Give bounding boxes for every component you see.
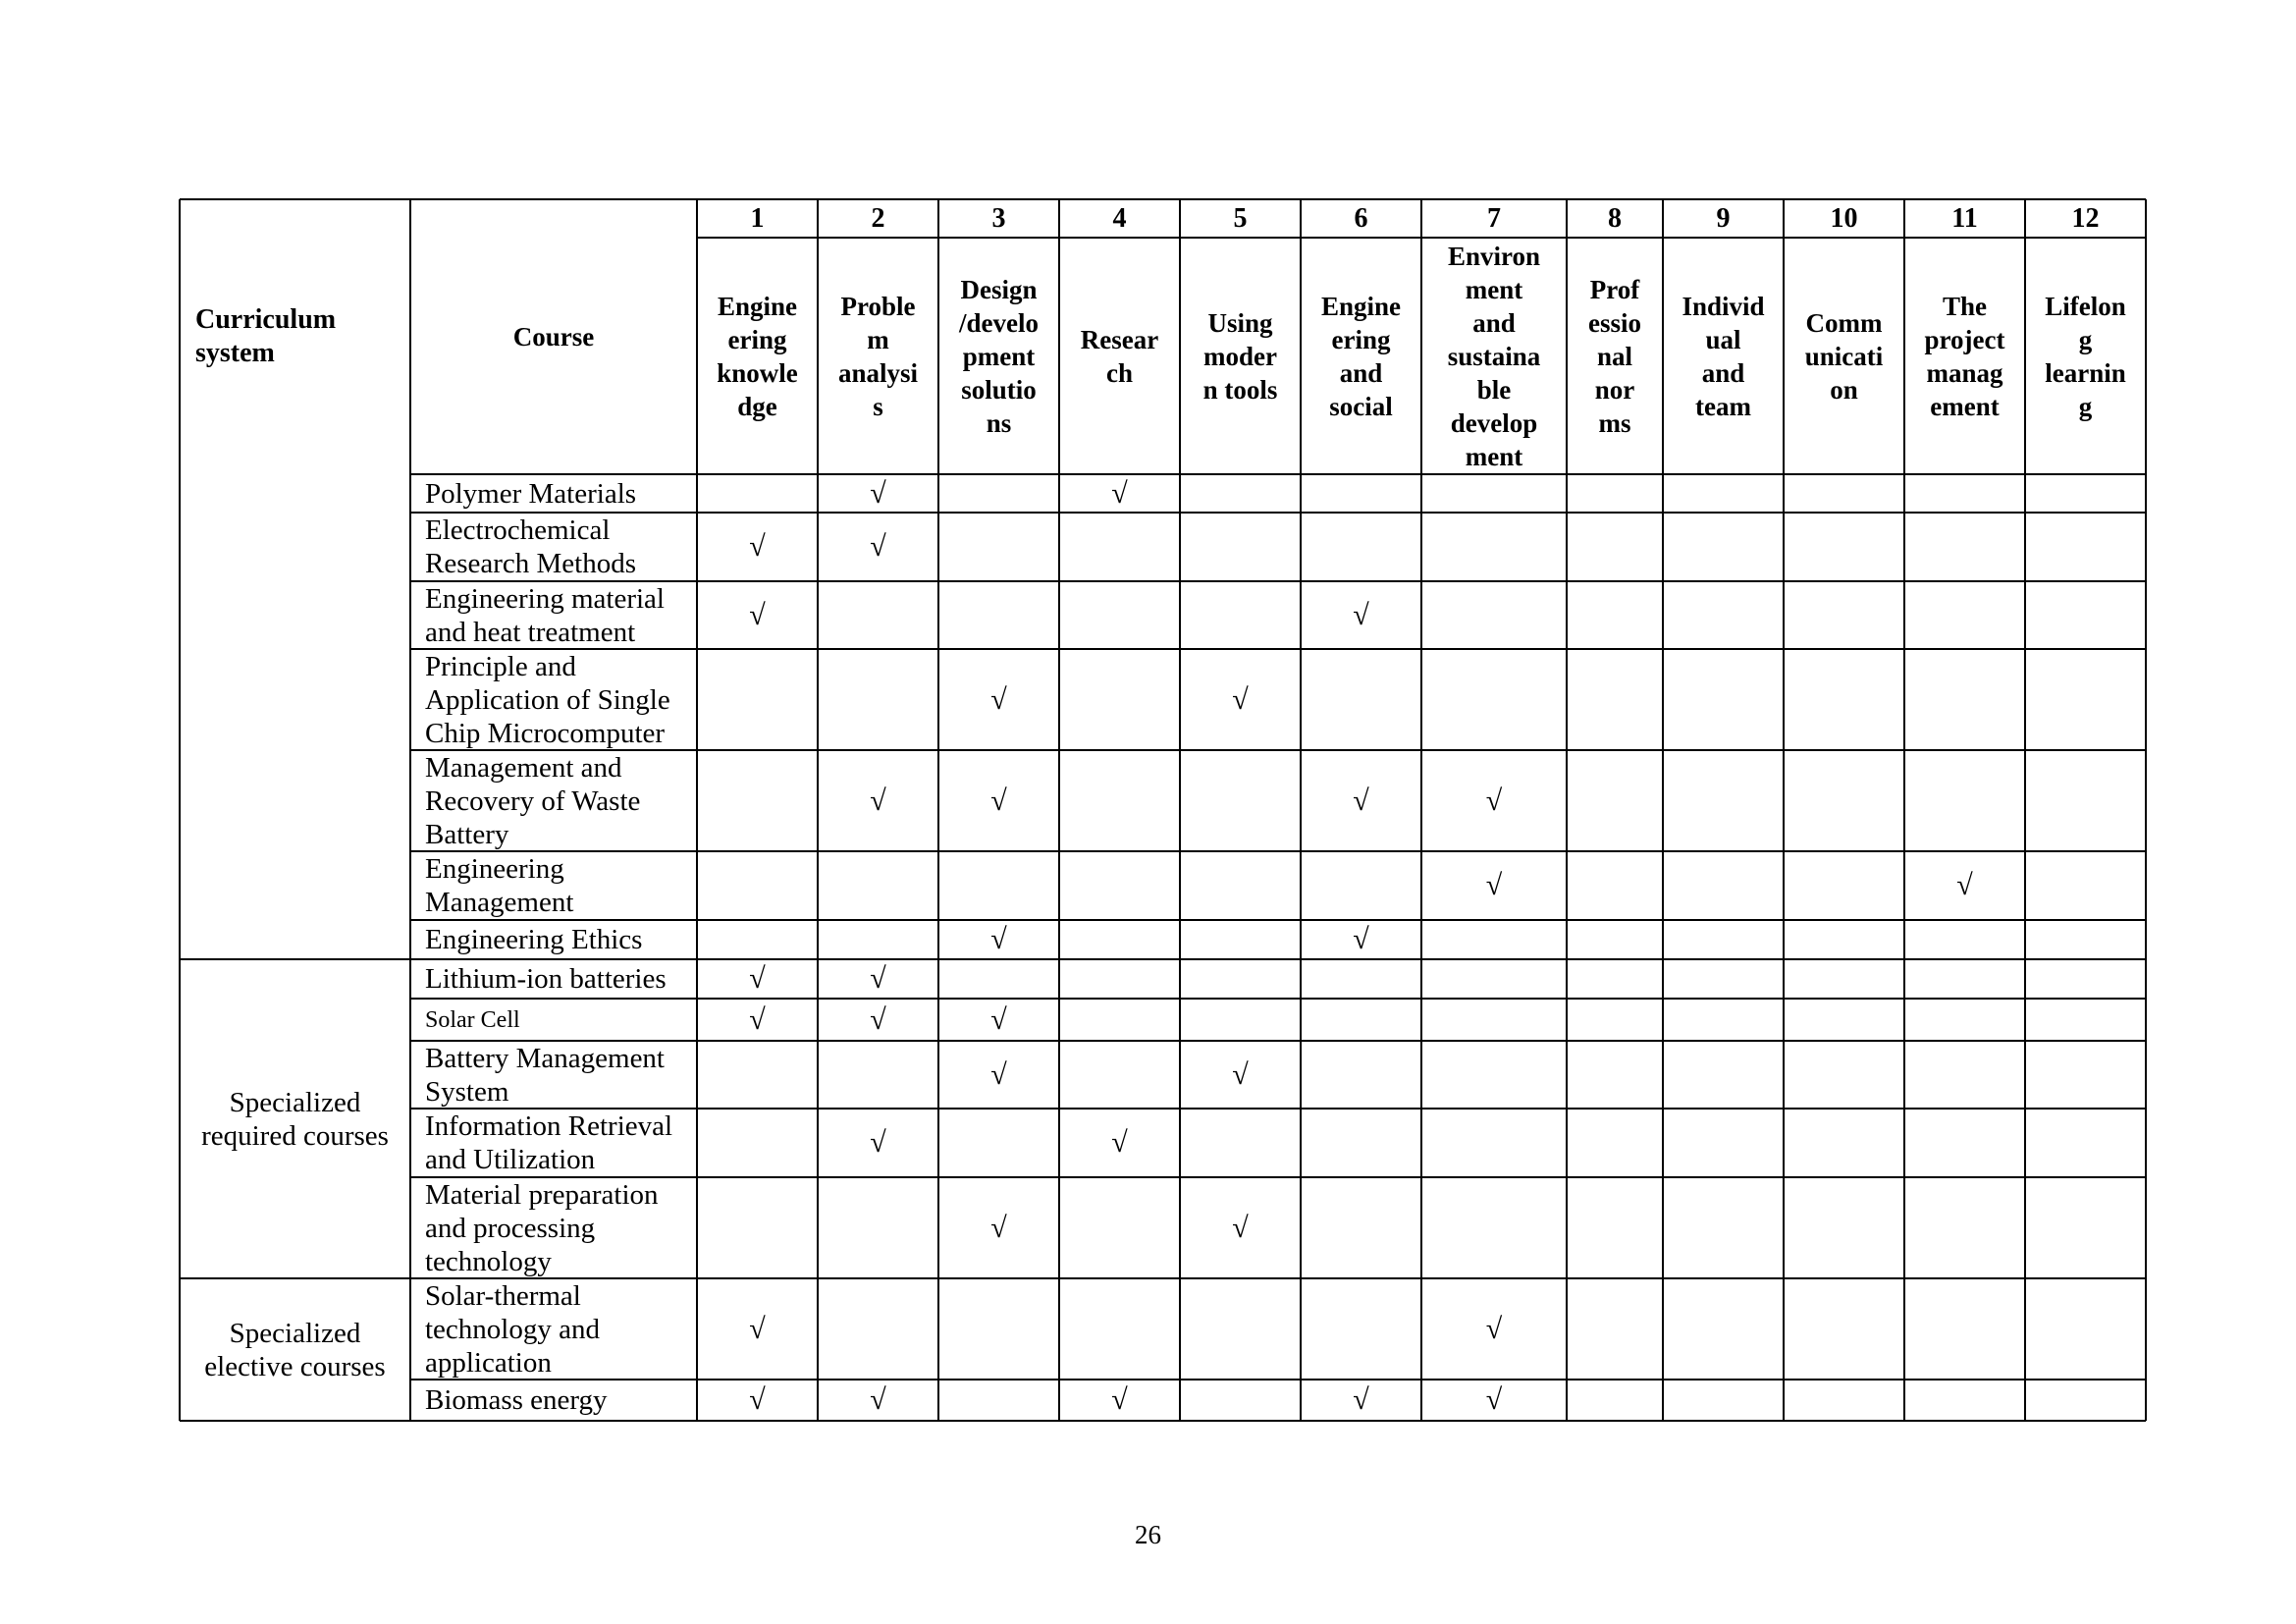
outcome-label-line: Comm xyxy=(1805,307,1883,338)
outcome-label xyxy=(1301,238,1421,474)
outcome-label-line: The xyxy=(1942,291,1987,321)
outcome-label-line: ms xyxy=(1598,407,1631,438)
outcome-label xyxy=(1180,238,1301,474)
check-mark: √ xyxy=(990,682,1007,716)
outcome-label-line: team xyxy=(1695,391,1751,421)
course-name-line: and heat treatment xyxy=(425,616,636,648)
outcome-label-line: manag xyxy=(1926,357,2003,388)
outcome-label-line: s xyxy=(873,391,883,421)
outcome-label-line: dge xyxy=(737,391,777,421)
outcome-label-line: ering xyxy=(727,324,787,354)
course-name-line: Information Retrieval xyxy=(425,1110,673,1142)
check-mark: √ xyxy=(1485,784,1503,817)
check-mark: √ xyxy=(1485,869,1503,901)
curriculum-system-header-line: Curriculum xyxy=(195,304,337,335)
outcome-label-line: g xyxy=(2078,324,2093,354)
outcome-label-line: solutio xyxy=(961,374,1037,405)
check-mark: √ xyxy=(1485,1312,1503,1345)
category-cell xyxy=(180,1278,410,1421)
check-mark: √ xyxy=(870,476,886,510)
outcome-number: 7 xyxy=(1487,202,1501,234)
check-mark: √ xyxy=(1111,1383,1128,1416)
course-name-line: Engineering Ethics xyxy=(425,924,643,955)
course-name-cell xyxy=(410,649,697,750)
outcome-label-line: Lifelon xyxy=(2045,291,2126,321)
course-name-cell xyxy=(410,1109,697,1177)
outcome-label xyxy=(1663,238,1784,474)
outcome-number: 2 xyxy=(871,202,885,234)
outcome-label-line: and xyxy=(1339,357,1383,388)
outcome-label-line: on xyxy=(1830,374,1858,405)
course-name-line: Biomass energy xyxy=(425,1384,608,1416)
outcome-label-line: Engine xyxy=(1320,291,1402,321)
course-name-line: and processing xyxy=(425,1212,596,1244)
check-mark: √ xyxy=(1232,682,1249,716)
course-name-line: Electrochemical xyxy=(425,514,611,546)
outcome-label-line: moder xyxy=(1203,341,1277,371)
outcome-label-line: project xyxy=(1924,324,2005,354)
check-mark: √ xyxy=(1111,1126,1128,1159)
check-mark: √ xyxy=(749,530,766,563)
course-name-cell xyxy=(410,1380,697,1421)
outcome-label-line: knowle xyxy=(717,357,798,388)
check-mark: √ xyxy=(749,962,766,995)
outcome-label-line: develop xyxy=(1450,407,1538,438)
course-name-cell xyxy=(410,920,697,959)
category-cell xyxy=(180,474,410,959)
category-label-line: required courses xyxy=(201,1119,389,1152)
outcome-label-line: ering xyxy=(1331,324,1391,354)
course-name-line: Management xyxy=(425,887,574,918)
check-mark: √ xyxy=(749,598,766,631)
course-name-line: Chip Microcomputer xyxy=(425,717,666,749)
course-name-line: Battery Management xyxy=(425,1042,665,1074)
outcome-label-line: Individ xyxy=(1682,291,1765,321)
outcome-number: 8 xyxy=(1608,202,1622,234)
course-name-line: Application of Single xyxy=(425,683,670,716)
outcome-label-line: ch xyxy=(1106,357,1133,388)
check-mark: √ xyxy=(749,1383,766,1416)
outcome-number: 3 xyxy=(991,202,1006,234)
check-mark: √ xyxy=(990,1211,1007,1244)
outcome-label-line: Environ xyxy=(1447,241,1541,271)
outcome-number: 12 xyxy=(2071,202,2100,234)
outcome-label-line: essio xyxy=(1588,307,1641,338)
course-name-line: Material preparation xyxy=(425,1178,659,1211)
course-name-cell xyxy=(410,1278,697,1380)
check-mark: √ xyxy=(870,1002,886,1036)
outcome-label xyxy=(818,238,938,474)
course-name-cell xyxy=(410,959,697,999)
outcome-number: 11 xyxy=(1951,202,1978,234)
outcome-number: 1 xyxy=(750,202,765,234)
check-mark: √ xyxy=(1111,476,1128,510)
outcome-label-line: pment xyxy=(962,341,1036,371)
curriculum-system-header-line: system xyxy=(195,338,275,368)
course-name-line: and Utilization xyxy=(425,1144,596,1175)
check-mark: √ xyxy=(870,962,886,995)
course-name-cell xyxy=(410,750,697,851)
course-name-cell xyxy=(410,999,697,1041)
course-name-line: Management and xyxy=(425,751,622,784)
outcome-label-line: ment xyxy=(1465,274,1523,304)
outcome-label-line: ment xyxy=(1465,441,1523,471)
course-header xyxy=(410,199,697,474)
outcome-label-line: /develo xyxy=(959,307,1039,338)
category-label-line: Specialized xyxy=(229,1317,361,1349)
category-cell xyxy=(180,959,410,1278)
check-mark: √ xyxy=(1353,923,1369,955)
outcome-label xyxy=(697,238,818,474)
check-mark: √ xyxy=(1232,1211,1249,1244)
outcome-label-line: Engine xyxy=(717,291,798,321)
course-name-line: Solar Cell xyxy=(425,1006,520,1033)
outcome-label-line: sustaina xyxy=(1447,341,1541,371)
category-label-line: elective courses xyxy=(204,1350,386,1382)
check-mark: √ xyxy=(749,1002,766,1036)
curriculum-system-header xyxy=(180,199,410,474)
course-name-cell xyxy=(410,1177,697,1278)
check-mark: √ xyxy=(990,1057,1007,1091)
course-name-line: Engineering material xyxy=(425,582,665,615)
outcome-number: 6 xyxy=(1354,202,1368,234)
outcome-number: 9 xyxy=(1716,202,1731,234)
category-label-line: Specialized xyxy=(229,1086,361,1118)
outcome-label-line: ble xyxy=(1476,374,1512,405)
course-name-line: Engineering xyxy=(425,853,564,885)
outcome-label xyxy=(1904,238,2025,474)
outcome-label xyxy=(1059,238,1180,474)
check-mark: √ xyxy=(749,1312,766,1345)
check-mark: √ xyxy=(870,1383,886,1416)
outcome-label-line: m xyxy=(867,324,889,354)
outcome-label-line: Resear xyxy=(1080,324,1159,354)
check-mark: √ xyxy=(870,530,886,563)
course-name-line: Polymer Materials xyxy=(425,477,637,510)
course-name-line: Principle and xyxy=(425,650,576,682)
check-mark: √ xyxy=(1353,784,1369,817)
course-name-line: Battery xyxy=(425,818,509,850)
outcome-label-line: ns xyxy=(986,407,1012,438)
outcome-label-line: social xyxy=(1329,391,1393,421)
outcome-label-line: and xyxy=(1472,307,1516,338)
outcome-label-line: Design xyxy=(960,274,1038,304)
outcome-label xyxy=(2025,238,2146,474)
course-name-cell xyxy=(410,581,697,649)
outcome-label-line: nor xyxy=(1594,374,1635,405)
outcome-label-line: learnin xyxy=(2045,357,2126,388)
course-name-line: Solar-thermal xyxy=(425,1279,581,1312)
check-mark: √ xyxy=(870,784,886,817)
outcome-label-line: g xyxy=(2078,391,2093,421)
outcome-label-line: and xyxy=(1701,357,1745,388)
outcome-label xyxy=(1567,238,1663,474)
check-mark: √ xyxy=(1353,1383,1369,1416)
outcome-label-line: unicati xyxy=(1804,341,1884,371)
check-mark: √ xyxy=(870,1126,886,1159)
outcome-number: 4 xyxy=(1112,202,1127,234)
check-mark: √ xyxy=(990,1002,1007,1036)
check-mark: √ xyxy=(1956,869,1973,901)
outcome-label xyxy=(938,238,1059,474)
course-name-line: application xyxy=(425,1346,552,1379)
course-name-line: technology xyxy=(425,1245,552,1277)
outcome-label-line: Using xyxy=(1207,307,1273,338)
check-mark: √ xyxy=(990,923,1007,955)
course-name-line: Research Methods xyxy=(425,548,637,579)
course-name-cell xyxy=(410,474,697,513)
course-name-cell xyxy=(410,851,697,920)
check-mark: √ xyxy=(1232,1057,1249,1091)
course-name-line: Recovery of Waste xyxy=(425,785,641,817)
check-mark: √ xyxy=(990,784,1007,817)
outcome-label-line: n tools xyxy=(1202,374,1278,405)
page-number: 26 xyxy=(1135,1520,1161,1549)
check-mark: √ xyxy=(1353,598,1369,631)
course-name-cell xyxy=(410,1041,697,1109)
check-mark: √ xyxy=(1485,1383,1503,1416)
outcome-label-line: nal xyxy=(1596,341,1633,371)
outcome-label-line: Proble xyxy=(840,291,916,321)
course-name-line: technology and xyxy=(425,1313,600,1345)
outcome-number: 10 xyxy=(1830,202,1858,234)
course-header-text: Course xyxy=(512,322,595,352)
course-name-line: Lithium-ion batteries xyxy=(425,963,667,995)
outcome-label-line: ement xyxy=(1930,391,2000,421)
outcome-label xyxy=(1421,238,1567,474)
outcome-label-line: ual xyxy=(1705,324,1741,354)
outcome-label-line: analysi xyxy=(837,357,919,388)
outcome-number: 5 xyxy=(1233,202,1248,234)
outcome-label-line: Prof xyxy=(1589,274,1640,304)
outcome-label xyxy=(1784,238,1904,474)
course-name-line: System xyxy=(425,1075,509,1108)
course-name-cell xyxy=(410,513,697,581)
